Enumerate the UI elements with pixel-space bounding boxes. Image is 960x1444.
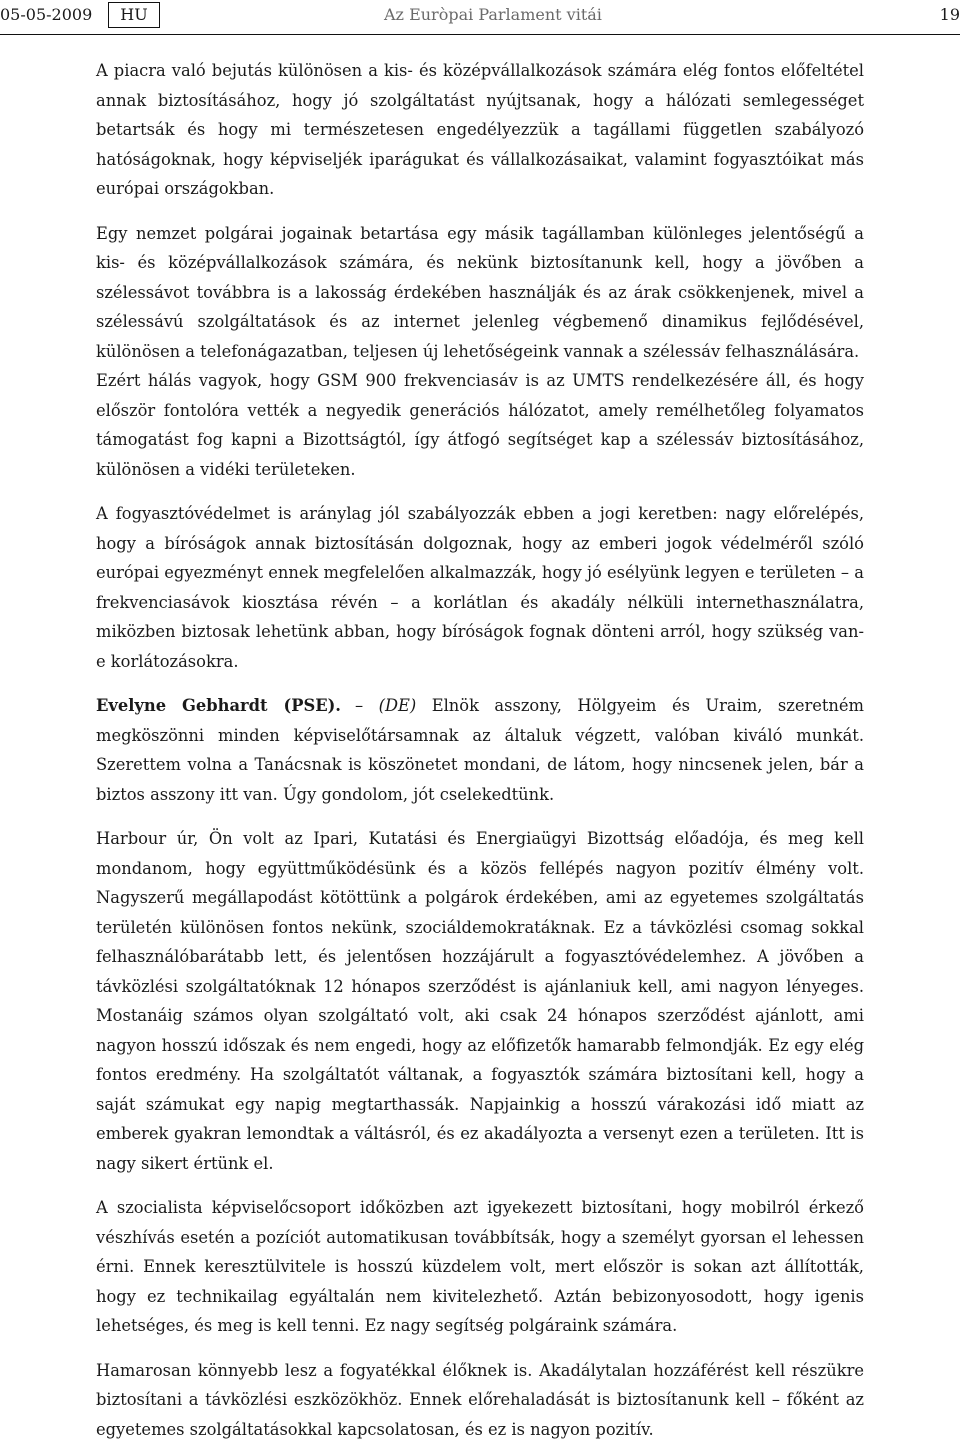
speaker-name: Evelyne Gebhardt (PSE). <box>96 696 341 715</box>
speaker-paragraph <box>96 691 864 809</box>
paragraph: A szocialista képviselőcsoport időközben azt igyekezett biztosítani, hogy mobilról érkező vészhívás esetén a pozíciót automatikusan továbbítsák, hogy a személyt gyorsan el lehessen érni. Ennek keresztülvitele is hosszú küzdelem volt, mert először is sokan azt állították, hogy ez technikailag egyáltalán nem kivitelezhető. Aztán bebizonyosodott, hogy igenis lehetséges, és meg is kell tenni. Ez nagy segítség polgáraink számára. <box>96 1193 864 1341</box>
speaker-text: Elnök asszony, Hölgyeim és Uraim, szeretném megköszönni minden képviselőtársamnak az általuk végzett, valóban kiváló munkát. Szerettem volna a Tanácsnak is köszönetet mondani, de látom, hogy nincsenek jelen, bár a biztos asszony itt van. Úgy gondolom, jót cselekedtünk. <box>96 696 864 804</box>
speaker-dash: – <box>355 696 363 715</box>
page-header <box>0 0 960 35</box>
paragraph: Harbour úr, Ön volt az Ipari, Kutatási és Energiaügyi Bizottság előadója, és meg kell mondanom, hogy együttműködésünk és a közös fellépés nagyon pozitív élmény volt. Nagyszerű megállapodást kötöttünk a polgárok érdekében, ami az egyetemes szolgáltatás területén különösen fontos nekünk, szociáldemokratáknak. Ez a távközlési csomag sokkal felhasználóbarátabb lett, és jelentősen hozzájárult a fogyasztóvédelemhez. A jövőben a távközlési szolgáltatóknak 12 hónapos szerződést is ajánlaniuk kell, ami nagyon lényeges. Mostanáig számos olyan szolgáltató volt, aki csak 24 hónapos szerződést ajánlott, ami nagyon hosszú időszak és nem engedi, hogy az előfizetők hamarabb felmondják. Ez egy elég fontos eredmény. Ha szolgáltatót váltanak, a fogyasztók számára biztosítani kell, hogy a saját számukat egy napig megtarthassák. Napjainkig a hosszú várakozási idő miatt az emberek gyakran lemondtak a váltásról, és ez akadályozta a versenyt ezen a területen. Itt is nagy sikert értünk el. <box>96 824 864 1178</box>
paragraph: Hamarosan könnyebb lesz a fogyatékkal élőknek is. Akadálytalan hozzáférést kell részükre biztosítani a távközlési eszközökhöz. Ennek előrehaladását is biztosítanunk kell – főként az egyetemes szolgáltatásokkal kapcsolatosan, és ez is nagyon pozitív. <box>96 1356 864 1444</box>
page-number: 19 <box>940 5 960 24</box>
header-date: 05-05-2009 <box>0 5 92 24</box>
paragraph: A piacra való bejutás különösen a kis- és középvállalkozások számára elég fontos előfeltétel annak biztosításához, hogy jó szolgáltatást nyújtsanak, hogy a hálózati semlegességet betartsák és hogy mi természetesen engedélyezzük a tagállami független szabályozó hatóságoknak, hogy képviseljék iparágukat és vállalkozásaikat, valamint fogyasztóikat más európai országokban. <box>96 56 864 204</box>
language-code-box: HU <box>108 2 160 28</box>
paragraph: A fogyasztóvédelmet is aránylag jól szabályozzák ebben a jogi keretben: nagy előrelépés, hogy a bíróságok annak biztosításán dolgoznak, hogy az emberi jogok védelméről szóló európai egyezményt ennek megfelelően alkalmazzák, hogy jó esélyünk legyen e területen – a frekvenciasávok kiosztása révén – a korlátlan és akadály nélküli internethasználatra, miközben biztosak lehetünk abban, hogy bíróságok fognak dönteni arról, hogy szükség van-e korlátozásokra. <box>96 499 864 676</box>
speaker-language: (DE) <box>379 696 417 715</box>
header-title: Az Euròpai Parlament vitái <box>384 5 602 24</box>
document-body <box>96 56 864 1444</box>
paragraph: Ezért hálás vagyok, hogy GSM 900 frekvenciasáv is az UMTS rendelkezésére áll, és hogy először fontolóra vették a negyedik generációs hálózatot, amely remélhetőleg folyamatos támogatást fog kapni a Bizottságtól, így átfogó segítséget kap a szélessáv biztosításához, különösen a vidéki területeken. <box>96 366 864 484</box>
paragraph: Egy nemzet polgárai jogainak betartása egy másik tagállamban különleges jelentőségű a kis- és középvállalkozások számára, és nekünk biztosítanunk kell, hogy a jövőben a szélessávot továbbra is a lakosság érdekében használják és az árak csökkenjenek, mivel a szélessávú szolgáltatások és az internet jelenleg végbemenő dinamikus fejlődésével, különösen a telefonágazatban, teljesen új lehetőségeink vannak a szélessáv felhasználására. <box>96 219 864 367</box>
